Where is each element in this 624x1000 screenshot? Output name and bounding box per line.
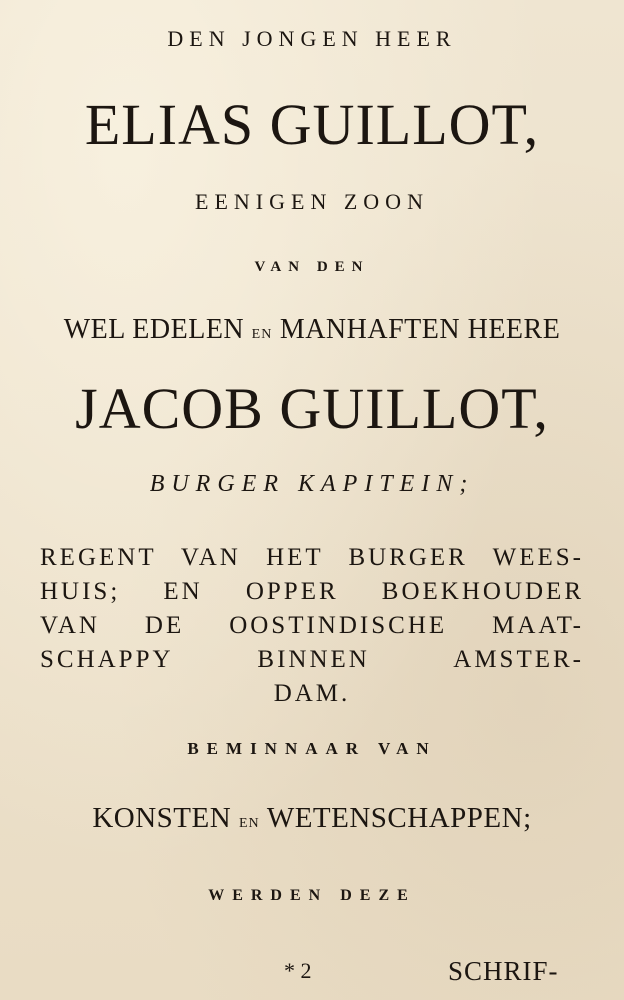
dedication-line-3: EENIGEN ZOON <box>195 189 429 214</box>
dedication-line-5 <box>0 316 624 344</box>
body-line-2: HUIS; EN OPPER BOEKHOUDER <box>40 578 584 605</box>
dedication-line-5-part-b: EN <box>251 327 273 342</box>
dedication-name-elias: ELIAS GUILLOT, <box>84 92 540 157</box>
body-line-3: VAN DE OOSTINDISCHE MAAT- <box>40 612 584 639</box>
dedication-line-10: WERDEN DEZE <box>208 887 416 904</box>
dedication-line-4: VAN DEN <box>254 259 370 275</box>
body-line-5: DAM. <box>273 680 351 707</box>
dedication-line-1: DEN JONGEN HEER <box>167 26 457 51</box>
body-line-1: REGENT VAN HET BURGER WEES- <box>40 544 584 571</box>
dedication-line-9-part-b: EN <box>238 816 260 831</box>
catchword: SCHRIF- <box>448 956 559 986</box>
dedication-line-8: BEMINNAAR VAN <box>187 739 437 758</box>
dedication-line-9 <box>0 804 624 833</box>
dedication-name-jacob: JACOB GUILLOT, <box>75 376 549 441</box>
dedication-line-9-part-c: WETENSCHAPPEN; <box>266 802 532 834</box>
dedication-line-9-part-a: KONSTEN <box>92 802 232 834</box>
dedication-line-5-part-c: MANHAFTEN HEERE <box>279 314 561 345</box>
dedication-body-text <box>40 541 584 711</box>
dedication-title: BURGER KAPITEIN; <box>149 471 475 497</box>
dedication-line-5-part-a: WEL EDELEN <box>63 314 245 345</box>
signature-mark: * 2 <box>284 958 312 983</box>
body-line-4: SCHAPPY BINNEN AMSTER- <box>40 646 584 673</box>
